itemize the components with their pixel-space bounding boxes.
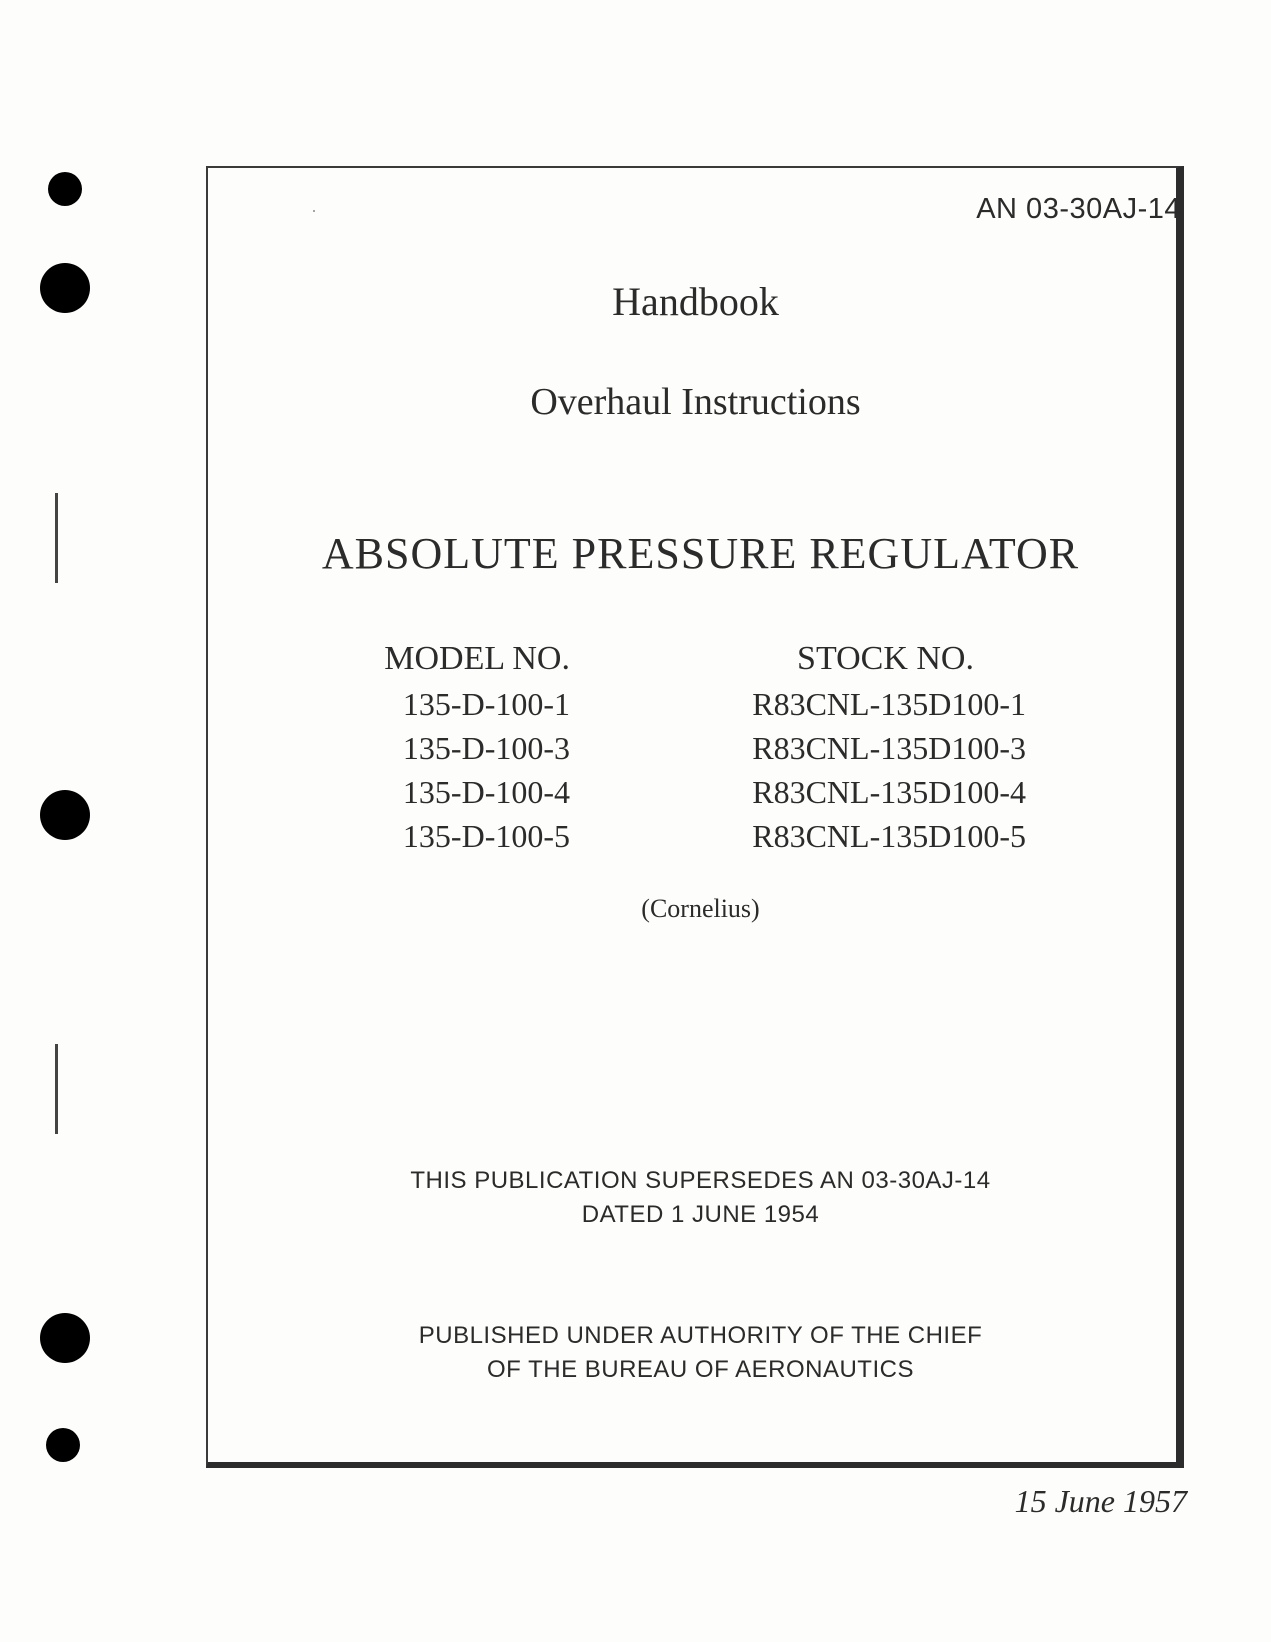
punch-hole (40, 790, 90, 840)
stock-number: R83CNL-135D100-3 (752, 730, 1026, 766)
model-number: 135-D-100-1 (402, 686, 570, 722)
model-number-header: MODEL NO. (384, 640, 570, 677)
punch-hole (46, 1428, 80, 1462)
binding-mark (55, 1044, 58, 1134)
issue-date: 15 June 1957 (1014, 1483, 1187, 1519)
supersedes-notice: THIS PUBLICATION SUPERSEDES AN 03-30AJ-14 (410, 1167, 991, 1194)
manufacturer: (Cornelius) (641, 894, 760, 923)
punch-hole (48, 172, 82, 206)
stock-number: R83CNL-135D100-5 (752, 818, 1026, 854)
model-number: 135-D-100-5 (402, 818, 570, 854)
stock-number: R83CNL-135D100-1 (752, 686, 1026, 722)
main-title: ABSOLUTE PRESSURE REGULATOR (321, 529, 1080, 578)
model-number: 135-D-100-4 (402, 774, 570, 810)
stock-number: R83CNL-135D100-4 (752, 774, 1026, 810)
title-handbook: Handbook (612, 279, 779, 324)
model-number-column (340, 636, 570, 858)
model-number: 135-D-100-3 (402, 730, 570, 766)
stock-number-column (706, 636, 1026, 858)
stock-number-header: STOCK NO. (797, 640, 974, 677)
supersedes-date: DATED 1 JUNE 1954 (581, 1201, 820, 1228)
title-overhaul-instructions: Overhaul Instructions (530, 381, 861, 423)
document-number: AN 03-30AJ-14 (976, 193, 1181, 225)
authority-notice: PUBLISHED UNDER AUTHORITY OF THE CHIEF (418, 1322, 983, 1349)
scan-speck (313, 210, 315, 212)
authority-notice-continued: OF THE BUREAU OF AERONAUTICS (487, 1356, 914, 1383)
